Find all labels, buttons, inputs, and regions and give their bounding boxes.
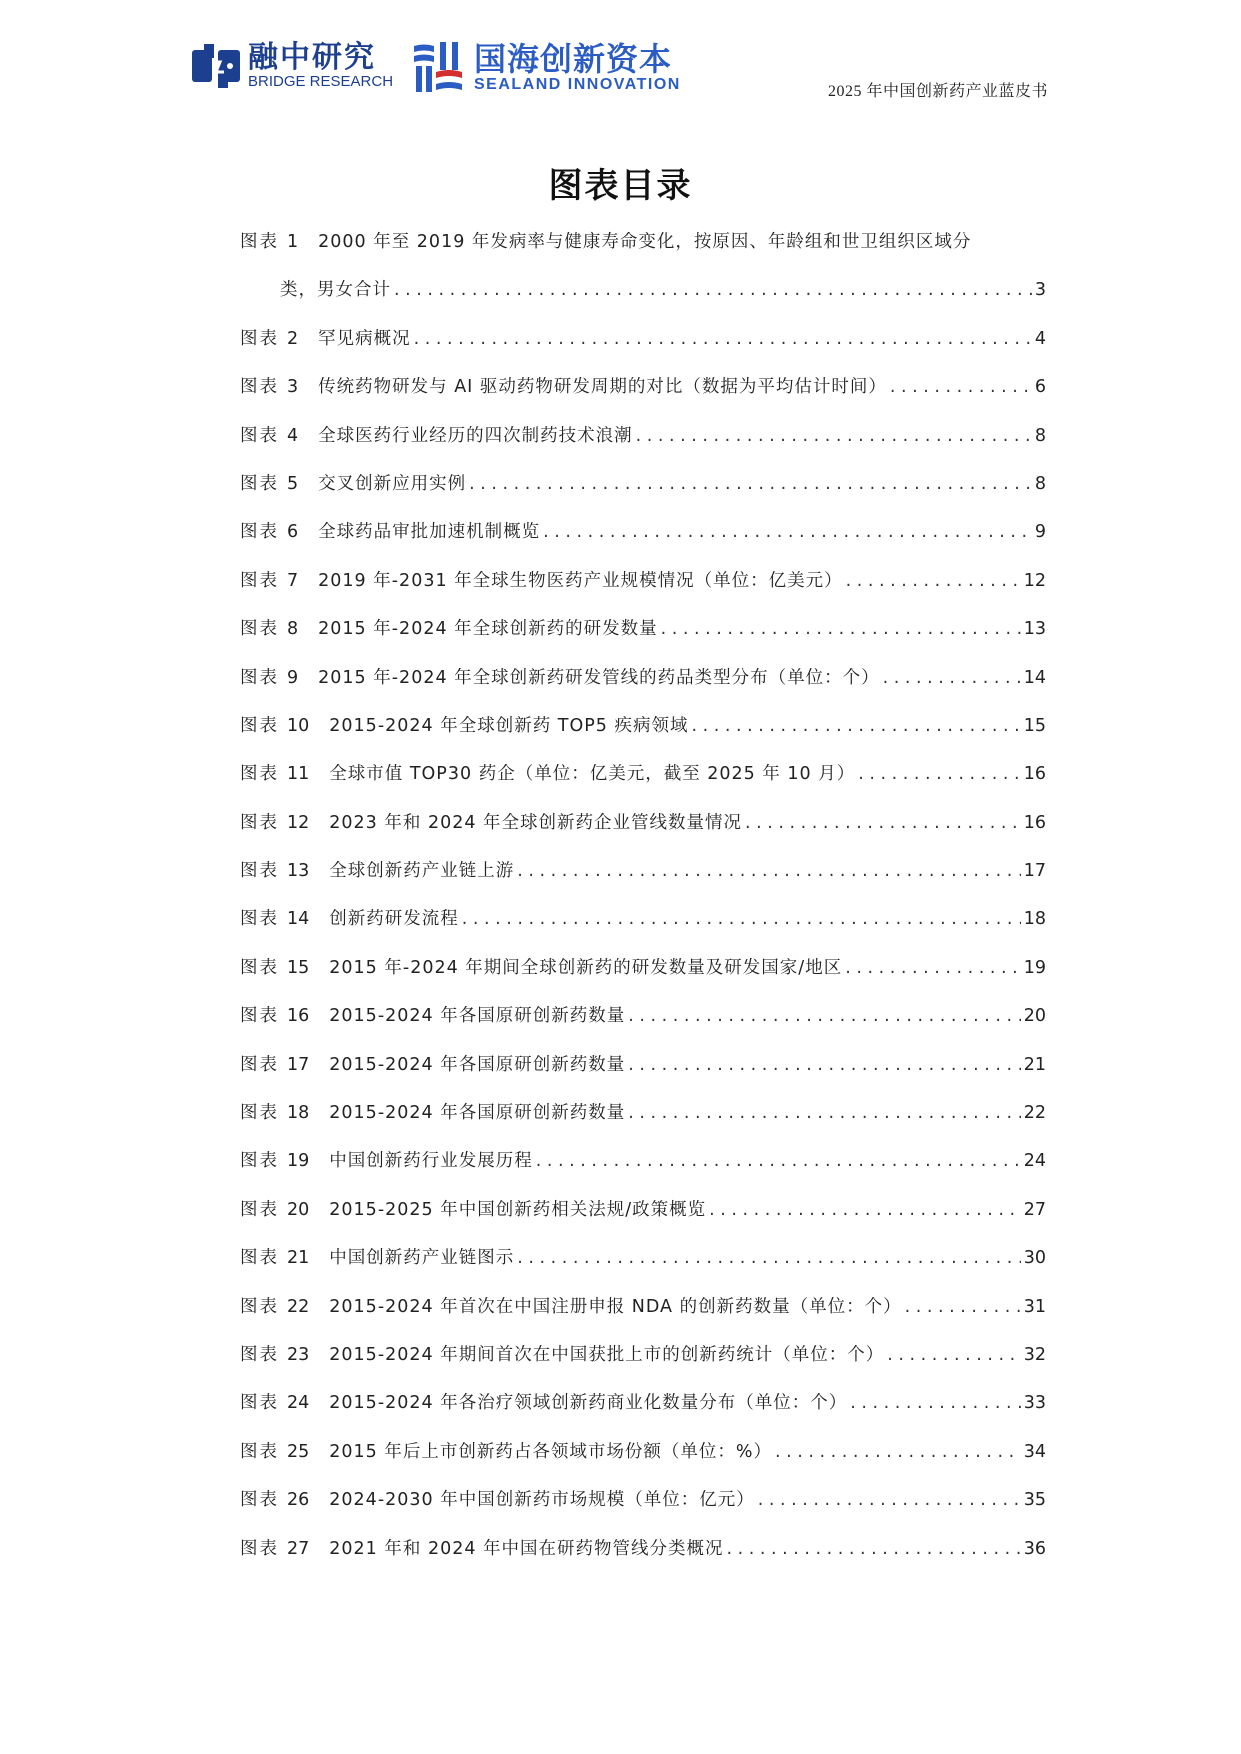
- toc-entry[interactable]: [240, 847, 1046, 895]
- bridge-research-logo: [190, 42, 393, 90]
- toc-entry-title: 2015 年后上市创新药占各领域市场份额（单位：%）: [329, 1441, 773, 1462]
- toc-entry-page: 19: [1023, 957, 1046, 978]
- toc-entry-number: 4: [287, 425, 299, 446]
- toc-entry-number: 21: [287, 1248, 310, 1269]
- toc-entry[interactable]: [240, 654, 1046, 702]
- toc-entry-number: 26: [287, 1490, 310, 1511]
- toc-entry-label: 图表: [240, 1054, 279, 1075]
- toc-entry-title: 2015-2024 年各治疗领域创新药商业化数量分布（单位：个）: [329, 1393, 848, 1414]
- toc-entry-number: 25: [287, 1441, 310, 1462]
- toc-entry[interactable]: [240, 1137, 1046, 1185]
- toc-entry-number: 11: [287, 764, 310, 785]
- bridge-research-logo-icon: [190, 42, 242, 90]
- toc-entry-number: 1: [287, 232, 299, 252]
- toc-entry-page: 30: [1023, 1248, 1046, 1269]
- toc-entry-title: 2015-2025 年中国创新药相关法规/政策概览: [329, 1199, 707, 1220]
- toc-leader-dots: [628, 1089, 1020, 1137]
- toc-entry[interactable]: [240, 1283, 1046, 1331]
- toc-entry-page: 36: [1023, 1538, 1046, 1559]
- toc-entry[interactable]: [240, 1379, 1046, 1427]
- toc-entry-page: 13: [1023, 619, 1046, 640]
- toc-entry-label: 图表: [240, 957, 279, 978]
- toc-entry-title: 传统药物研发与 AI 驱动药物研发周期的对比（数据为平均估计时间）: [318, 377, 887, 398]
- toc-entry[interactable]: [240, 1089, 1046, 1137]
- toc-entry-title: 2015 年-2024 年全球创新药的研发数量: [318, 619, 658, 640]
- toc-entry-label: 图表: [240, 1006, 279, 1027]
- toc-entry-page: 16: [1023, 764, 1046, 785]
- toc-leader-dots: [890, 363, 1032, 411]
- toc-leader-dots: [846, 557, 1021, 605]
- toc-entry-label: 图表: [240, 764, 279, 785]
- toc-entry-label: 图表: [240, 1441, 279, 1462]
- toc-entry[interactable]: [240, 1041, 1046, 1089]
- toc-entry-page: 6: [1034, 377, 1046, 398]
- toc-entry-label: 图表: [240, 1296, 279, 1317]
- toc-entry-label: 图表: [240, 570, 279, 591]
- toc-leader-dots: [636, 412, 1032, 460]
- toc-leader-dots: [543, 508, 1032, 556]
- toc-entry-title: 2019 年-2031 年全球生物医药产业规模情况（单位：亿美元）: [318, 570, 843, 591]
- toc-entry-label: 图表: [240, 812, 279, 833]
- toc-entry-title: 2015 年-2024 年全球创新药研发管线的药品类型分布（单位：个）: [318, 667, 880, 688]
- toc-entry-page: 12: [1023, 570, 1046, 591]
- toc-leader-dots: [628, 992, 1020, 1040]
- toc-entry-label: 图表: [240, 232, 279, 252]
- toc-entry[interactable]: [240, 363, 1046, 411]
- toc-leader-dots: [745, 799, 1021, 847]
- toc-leader-dots: [727, 1525, 1021, 1573]
- toc-entry-number: 27: [287, 1538, 310, 1559]
- toc-entry-page: 8: [1034, 473, 1046, 494]
- toc-entry-number: 3: [287, 377, 299, 398]
- bridge-research-en-name: BRIDGE RESEARCH: [248, 73, 394, 90]
- toc-entry[interactable]: [240, 702, 1046, 750]
- toc-leader-dots: [858, 750, 1020, 798]
- toc-entry-number: 10: [287, 715, 310, 736]
- toc-entry-title: 2015 年-2024 年期间全球创新药的研发数量及研发国家/地区: [329, 957, 843, 978]
- toc-entry-number: 17: [287, 1054, 310, 1075]
- toc-entry-page: 8: [1034, 425, 1046, 446]
- toc-entry-label: 图表: [240, 1199, 279, 1220]
- toc-entry-number: 6: [287, 522, 299, 543]
- toc-entry-page: 14: [1023, 667, 1046, 688]
- toc-entry[interactable]: [240, 508, 1046, 556]
- toc-entry-label: 图表: [240, 667, 279, 688]
- toc-entry-number: 5: [287, 473, 299, 494]
- toc-entry[interactable]: [240, 750, 1046, 798]
- toc-entry-number: 23: [287, 1345, 310, 1365]
- toc-entry-title: 2000 年至 2019 年发病率与健康寿命变化，按原因、年龄组和世卫组织区域分: [318, 232, 972, 252]
- toc-entry-label: 图表: [240, 425, 279, 446]
- toc-leader-dots: [517, 1234, 1020, 1282]
- report-title: 2025 年中国创新药产业蓝皮书: [827, 83, 1048, 100]
- toc-entry-title: 2015-2024 年各国原研创新药数量: [329, 1006, 626, 1027]
- toc-entry-number: 12: [287, 812, 310, 833]
- toc-entry-page: 17: [1023, 861, 1046, 882]
- toc-leader-dots: [883, 654, 1021, 702]
- toc-entry-page: 16: [1023, 812, 1046, 833]
- toc-entry-page: 20: [1023, 1006, 1046, 1027]
- toc-entry[interactable]: [240, 992, 1046, 1040]
- toc-entry[interactable]: [240, 315, 1046, 363]
- toc-entry[interactable]: [240, 799, 1046, 847]
- toc-leader-dots: [775, 1428, 1021, 1476]
- toc-entry-number: 7: [287, 570, 299, 591]
- toc-entry-label: 图表: [240, 715, 279, 736]
- toc-entry-page: 35: [1023, 1490, 1046, 1511]
- toc-entry-label: 图表: [240, 1490, 279, 1511]
- toc-entry-label: 图表: [240, 1393, 279, 1414]
- toc-entry-number: 16: [287, 1006, 310, 1027]
- sealand-innovation-cn-name: 国海创新资本: [474, 40, 673, 78]
- toc-entry[interactable]: [240, 412, 1046, 460]
- toc-entry-title: 2015-2024 年全球创新药 TOP5 疾病领域: [329, 715, 689, 736]
- page-title: 图表目录: [548, 166, 693, 206]
- toc-entry-title: 2015-2024 年各国原研创新药数量: [329, 1103, 626, 1124]
- toc-entry-page: 27: [1023, 1199, 1046, 1220]
- toc-entry-title: 2015-2024 年期间首次在中国获批上市的创新药统计（单位：个）: [329, 1345, 885, 1365]
- toc-entry[interactable]: [240, 1525, 1046, 1573]
- toc-entry-title: 中国创新药行业发展历程: [329, 1151, 533, 1172]
- toc-entry-title: 罕见病概况: [318, 328, 411, 349]
- toc-leader-dots: [845, 944, 1021, 992]
- toc-leader-dots: [394, 266, 1032, 314]
- toc-leader-dots: [414, 315, 1032, 363]
- toc-leader-dots: [536, 1137, 1021, 1185]
- toc-entry-title: 全球医药行业经历的四次制药技术浪潮: [318, 425, 633, 446]
- toc-entry-number: 20: [287, 1199, 310, 1220]
- toc-entry-number: 9: [287, 667, 299, 688]
- toc-entry-title: 全球药品审批加速机制概览: [318, 522, 541, 543]
- toc-entry-label: 图表: [240, 473, 279, 494]
- toc-entry-title: 创新药研发流程: [329, 909, 459, 930]
- toc-leader-dots: [462, 895, 1021, 943]
- toc-leader-dots: [905, 1283, 1021, 1331]
- toc-entry-label: 图表: [240, 1103, 279, 1124]
- toc-entry-page: 18: [1023, 909, 1046, 930]
- toc-leader-dots: [887, 1331, 1020, 1379]
- toc-entry[interactable]: [240, 557, 1046, 605]
- toc-entry-number: 19: [287, 1151, 310, 1172]
- toc-entry-number: 22: [287, 1296, 310, 1317]
- toc-entry-label: 图表: [240, 861, 279, 882]
- toc-leader-dots: [517, 847, 1020, 895]
- toc-entry-label: 图表: [240, 377, 279, 398]
- toc-leader-dots: [628, 1041, 1020, 1089]
- toc-entry-number: 18: [287, 1103, 310, 1124]
- toc-entry-label: 图表: [240, 1538, 279, 1559]
- page-header: [0, 0, 1241, 110]
- toc-entry-number: 2: [287, 328, 299, 349]
- toc-entry-number: 14: [287, 909, 310, 930]
- toc-entry[interactable]: [240, 895, 1046, 943]
- toc-entry-title: 全球创新药产业链上游: [329, 861, 515, 882]
- table-of-figures: [240, 218, 1046, 1573]
- toc-leader-dots: [469, 460, 1032, 508]
- toc-entry-label: 图表: [240, 619, 279, 640]
- toc-entry[interactable]: [240, 460, 1046, 508]
- toc-entry-page: 24: [1023, 1151, 1046, 1172]
- toc-entry-title: 2021 年和 2024 年中国在研药物管线分类概况: [329, 1538, 724, 1559]
- toc-entry-page: 34: [1023, 1441, 1046, 1462]
- toc-entry-page: 21: [1023, 1054, 1046, 1075]
- toc-entry-title: 全球市值 TOP30 药企（单位：亿美元，截至 2025 年 10 月）: [329, 764, 856, 785]
- toc-entry[interactable]: [240, 1476, 1046, 1524]
- toc-leader-dots: [692, 702, 1021, 750]
- toc-entry-label: 图表: [240, 1345, 279, 1365]
- toc-entry-page: 9: [1034, 522, 1046, 543]
- toc-entry[interactable]: [240, 1186, 1046, 1234]
- toc-entry-label: 图表: [240, 909, 279, 930]
- toc-entry-label: 图表: [240, 1248, 279, 1269]
- toc-entry-number: 13: [287, 861, 310, 882]
- toc-leader-dots: [661, 605, 1021, 653]
- toc-entry[interactable]: [240, 605, 1046, 653]
- toc-entry-page: 33: [1023, 1393, 1046, 1414]
- toc-entry-page: 4: [1034, 328, 1046, 349]
- toc-entry-title: 中国创新药产业链图示: [329, 1248, 515, 1269]
- toc-entry[interactable]: [240, 218, 1046, 315]
- sealand-innovation-en-name: SEALAND INNOVATION: [474, 76, 681, 93]
- toc-entry[interactable]: [240, 944, 1046, 992]
- toc-leader-dots: [850, 1379, 1020, 1427]
- toc-entry-title-continued: 类，男女合计: [280, 280, 391, 301]
- toc-leader-dots: [758, 1476, 1021, 1524]
- toc-entry-page: 22: [1023, 1103, 1046, 1124]
- toc-entry-label: 图表: [240, 522, 279, 543]
- toc-entry-number: 24: [287, 1393, 310, 1414]
- toc-entry[interactable]: [240, 1331, 1046, 1379]
- toc-entry-title: 2015-2024 年首次在中国注册申报 NDA 的创新药数量（单位：个）: [329, 1296, 902, 1317]
- toc-entry-title: 2023 年和 2024 年全球创新药企业管线数量情况: [329, 812, 743, 833]
- toc-entry[interactable]: [240, 1428, 1046, 1476]
- bridge-research-cn-name: 融中研究: [248, 40, 376, 75]
- toc-entry-page: 31: [1023, 1296, 1046, 1317]
- toc-entry-page: 3: [1034, 280, 1046, 301]
- sealand-innovation-logo-icon: [412, 40, 464, 94]
- sealand-innovation-logo: [412, 40, 681, 94]
- toc-entry-page: 15: [1023, 715, 1046, 736]
- toc-entry-page: 32: [1023, 1345, 1046, 1365]
- toc-entry-label: 图表: [240, 328, 279, 349]
- toc-entry[interactable]: [240, 1234, 1046, 1282]
- toc-entry-number: 15: [287, 957, 310, 978]
- toc-entry-label: 图表: [240, 1151, 279, 1172]
- toc-entry-title: 2015-2024 年各国原研创新药数量: [329, 1054, 626, 1075]
- toc-entry-title: 交叉创新应用实例: [318, 473, 467, 494]
- toc-entry-title: 2024-2030 年中国创新药市场规模（单位：亿元）: [329, 1490, 755, 1511]
- toc-leader-dots: [709, 1186, 1021, 1234]
- toc-entry-number: 8: [287, 619, 299, 640]
